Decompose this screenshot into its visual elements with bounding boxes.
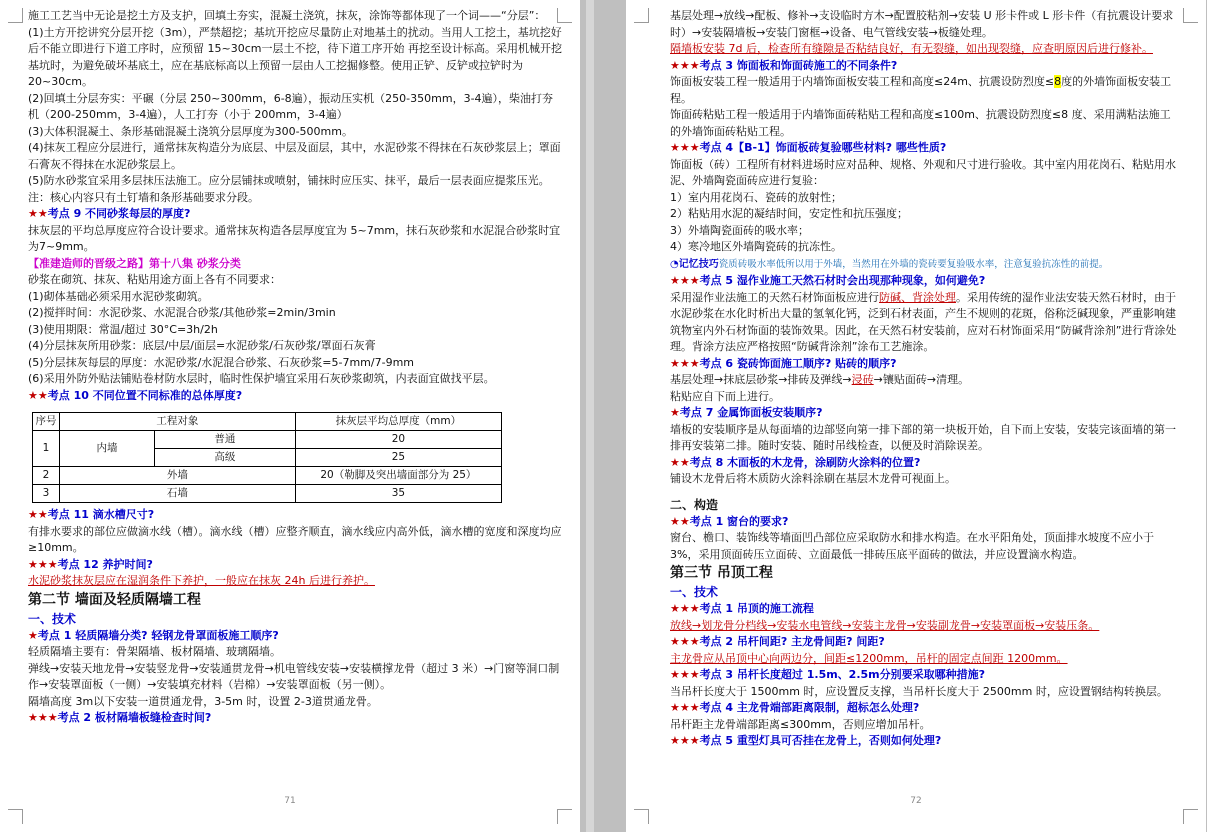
table-header: 工程对象 xyxy=(60,413,296,431)
key-point-heading: ★★★考点 5 湿作业施工天然石材时会出现那种现象，如何避免? xyxy=(670,274,986,287)
thickness-table xyxy=(32,412,502,503)
table-cell: 内墙 xyxy=(60,431,155,467)
key-point-heading: ★★★考点 5 重型灯具可否挂在龙骨上，否则如何处理? xyxy=(670,734,942,747)
list-item: (3)使用期限：常温/超过 30°C=3h/2h xyxy=(28,322,218,336)
paragraph: 采用湿作业法施工的天然石材饰面板应进行防碱、背涂处理。采用传统的湿作业法安装天然石材时，由于水泥砂浆在水化时析出大量的氢氧化钙，泛到石材表面，产生不规则的花斑，俗称泛碱现象，严重影响建筑物室内外石材饰面的装饰效果。因此，在天然石材安装前，应对石材饰面采用“防碱背涂剂”进行背涂处理。背涂方法应严格按照“防碱背涂剂”涂布工艺施涂。 xyxy=(670,290,1177,353)
paragraph: 弹线→安装天地龙骨→安装竖龙骨→安装通贯龙骨→机电管线安装→安装横撑龙骨（超过 3 米）→门窗等洞口制作→安装罩面板（一侧）→安装填充材料（岩棉）→安装罩面板（另一侧）。 xyxy=(28,661,560,691)
scrollbar[interactable] xyxy=(586,0,594,832)
star-icon: ★★★ xyxy=(670,635,700,648)
star-icon: ★★★ xyxy=(670,602,700,615)
star-icon: ★★ xyxy=(28,388,48,402)
emphasis-text: 主龙骨应从吊顶中心向两边分，间距≤1200mm，吊杆的固定点间距 1200mm。 xyxy=(670,651,1068,665)
key-point-heading: ★★★考点 4 主龙骨端部距离限制，超标怎么处理? xyxy=(670,701,920,714)
paragraph: 饰面板（砖）工程所有材料进场时应对品种、规格、外观和尺寸进行验收。其中室内用花岗石、粘贴用水泥、外墙陶瓷面砖应进行复验： xyxy=(670,157,1176,187)
table-row xyxy=(33,467,502,485)
subsection-title: 一、技术 xyxy=(670,585,719,599)
paragraph: 粘贴应自下而上进行。 xyxy=(670,389,780,403)
section-title: 第三节 吊顶工程 xyxy=(670,565,773,581)
key-point-heading: ★★★考点 3 饰面板和饰面砖施工的不同条件? xyxy=(670,58,898,72)
list-item: 2）粘贴用水泥的凝结时间，安定性和抗压强度； xyxy=(670,207,908,220)
star-icon: ★★ xyxy=(670,455,690,469)
star-icon: ★★ xyxy=(670,514,690,528)
paragraph: 基层处理→放线→配板、修补→支设临时方木→配置胶粘剂→安装 U 形卡件或 L 形卡件（有抗震设计要求时）→安装隔墙板→安装门窗框→设备、电气管线安装→板缝处理。 xyxy=(670,9,1174,39)
key-point-heading: ★★考点 1 窗台的要求? xyxy=(670,514,789,528)
star-icon: ★★★ xyxy=(28,711,58,724)
paragraph: 有排水要求的部位应做滴水线（槽）。滴水线（槽）应整齐顺直，滴水线应内高外低，滴水槽的宽度和深度均应≥10mm。 xyxy=(28,524,562,554)
star-icon: ★★★ xyxy=(670,356,700,370)
key-point-heading: ★★★考点 3 吊杆长度超过 1.5m、2.5m分别要采取哪种措施? xyxy=(670,668,986,681)
paragraph: 窗台、檐口、装饰线等墙面凹凸部位应采取防水和排水构造。在水平阳角处，顶面排水坡度不应小于 3%，采用顶面砖压立面砖、立面最低一排砖压底平面砖的做法，并应设置滴水构造。 xyxy=(670,531,1154,561)
page-corner-mark xyxy=(634,8,649,23)
star-icon: ★ xyxy=(28,628,38,642)
star-icon: ★★★ xyxy=(670,141,700,154)
table-cell: 35 xyxy=(295,485,501,503)
key-point-heading: ★★考点 8 木面板的木龙骨，涂刷防火涂料的位置? xyxy=(670,455,921,469)
paragraph: (3)大体积混凝土、条形基础混凝土浇筑分层厚度为300-500mm。 xyxy=(28,124,353,138)
list-item: 3）外墙陶瓷面砖的吸水率； xyxy=(670,223,809,237)
page-content xyxy=(28,8,562,727)
key-point-heading: ★★★考点 4【B-1】饰面板砖复验哪些材料? 哪些性质? xyxy=(670,141,947,154)
document-page-71 xyxy=(0,0,580,832)
memory-tip: ◔记忆技巧瓷质砖吸水率低所以用于外墙，当然用在外墙的瓷砖要复验吸水率，注意复验抗冻性的前提。 xyxy=(670,258,1109,270)
page-corner-mark xyxy=(1183,809,1198,824)
table-cell: 外墙 xyxy=(60,467,296,485)
page-number: 71 xyxy=(284,796,296,806)
table-row xyxy=(33,485,502,503)
section-title: 第二节 墙面及轻质隔墙工程 xyxy=(28,591,201,608)
paragraph: 隔墙高度 3m以下安装一道贯通龙骨，3-5m 时，设置 2-3道贯通龙骨。 xyxy=(28,694,378,708)
table-header: 抹灰层平均总厚度（mm） xyxy=(295,413,501,431)
key-point-heading: ★★考点 10 不同位置不同标准的总体厚度? xyxy=(28,388,243,402)
key-point-heading: ★★★考点 6 瓷砖饰面施工顺序? 贴砖的顺序? xyxy=(670,356,897,370)
paragraph: (4)抹灰工程应分层进行，通常抹灰构造分为底层、中层及面层，其中，水泥砂浆不得抹在石灰砂浆层上；罩面石膏灰不得抹在水泥砂浆层上。 xyxy=(28,141,561,171)
table-cell: 石墙 xyxy=(60,485,296,503)
emphasis-text: 放线→划龙骨分档线→安装水电管线→安装主龙骨→安装副龙骨→安装罩面板→安装压条。 xyxy=(670,618,1100,632)
table-cell: 20（勒脚及突出墙面部分为 25） xyxy=(295,467,501,485)
paragraph: 饰面板安装工程一般适用于内墙饰面板安装工程和高度≤24m、抗震设防烈度≤8度的外墙饰面板安装工程。 xyxy=(670,75,1172,105)
page-number: 72 xyxy=(910,796,922,806)
table-cell: 高级 xyxy=(155,449,296,467)
page-content xyxy=(670,8,1180,750)
table-cell: 25 xyxy=(295,449,501,467)
star-icon: ★★★ xyxy=(28,557,58,571)
key-point-heading: ★★★考点 2 吊杆间距? 主龙骨间距? 间距? xyxy=(670,635,885,648)
list-item: (2)搅拌时间：水泥砂浆、水泥混合砂浆/其他砂浆=2min/3min xyxy=(28,306,336,319)
paragraph: 吊杆距主龙骨端部距离≤300mm，否则应增加吊杆。 xyxy=(670,717,931,731)
table-cell: 普通 xyxy=(155,431,296,449)
emphasis-text: 水泥砂浆抹灰层应在湿润条件下养护，一般应在抹灰 24h 后进行养护。 xyxy=(28,574,375,587)
note: 注：核心内容只有土钉墙和条形基础要求分段。 xyxy=(28,190,259,204)
list-item: (5)分层抹灰每层的厚度：水泥砂浆/水泥混合砂浆、石灰砂浆=5-7mm/7-9mm xyxy=(28,355,415,369)
key-point-heading: ★★★考点 12 养护时间? xyxy=(28,557,153,571)
key-point-heading: ★考点 1 轻质隔墙分类? 轻钢龙骨罩面板施工顺序? xyxy=(28,628,279,642)
key-point-heading: ★★考点 9 不同砂浆每层的厚度? xyxy=(28,207,191,220)
paragraph: 施工工艺当中无论是挖土方及支护，回填土夯实，混凝土浇筑，抹灰，涂饰等都体现了一个词——“分层”： xyxy=(28,9,546,22)
subsection-title: 二、构造 xyxy=(670,497,719,512)
star-icon: ★★★ xyxy=(670,274,700,287)
table-header-row xyxy=(33,413,502,431)
document-page-72 xyxy=(626,0,1206,832)
list-item: (6)采用外防外贴法铺贴卷材防水层时，临时性保护墙宜采用石灰砂浆砌筑，内表面宜做找平层。 xyxy=(28,372,495,385)
star-icon: ★★★ xyxy=(670,668,700,681)
table-cell: 3 xyxy=(33,485,60,503)
table-row xyxy=(33,431,502,449)
key-point-heading: ★★考点 11 滴水槽尺寸? xyxy=(28,508,155,521)
star-icon: ★★★ xyxy=(670,734,700,747)
paragraph: 轻质隔墙主要有：骨架隔墙、板材隔墙、玻璃隔墙。 xyxy=(28,645,281,658)
star-icon: ★★ xyxy=(28,207,48,220)
page-corner-mark xyxy=(557,809,572,824)
paragraph: 铺设木龙骨后将木质防火涂料涂刷在基层木龙骨可视面上。 xyxy=(670,472,956,485)
paragraph: 当吊杆长度大于 1500mm 时，应设置反支撑，当吊杆长度大于 2500mm 时，应设置钢结构转换层。 xyxy=(670,684,1168,698)
lightbulb-icon: ◔ xyxy=(670,258,679,270)
star-icon: ★★★ xyxy=(670,701,700,714)
table-cell: 2 xyxy=(33,467,60,485)
page-corner-mark xyxy=(1183,8,1198,23)
list-item: (4)分层抹灰所用砂浆：底层/中层/面层=水泥砂浆/石灰砂浆/罩面石灰膏 xyxy=(28,339,376,352)
key-point-heading: ★★★考点 2 板材隔墙板缝检查时间? xyxy=(28,711,212,724)
paragraph: 饰面砖粘贴工程一般适用于内墙饰面砖粘贴工程和高度≤100m、抗震设防烈度≤8 度、采用满粘法施工的外墙饰面砖粘贴工程。 xyxy=(670,108,1171,138)
paragraph: 墙板的安装顺序是从每面墙的边部竖向第一排下部的第一块板开始，自下而上安装，安装完该面墙的第一排再安装第二排。随时安装、随时吊线检查，以便及时消除误差。 xyxy=(670,422,1176,452)
table-header: 序号 xyxy=(33,413,60,431)
promo-heading: 【准建造师的晋级之路】第十八集 砂浆分类 xyxy=(28,256,241,270)
page-corner-mark xyxy=(8,8,23,23)
list-item: 1）室内用花岗石、瓷砖的放射性； xyxy=(670,190,842,204)
list-item: 4）寒冷地区外墙陶瓷砖的抗冻性。 xyxy=(670,240,842,253)
star-icon: ★★★ xyxy=(670,58,700,72)
key-point-heading: ★考点 7 金属饰面板安装顺序? xyxy=(670,406,823,419)
star-icon: ★★ xyxy=(28,508,48,521)
page-corner-mark xyxy=(634,809,649,824)
list-item: (1)砌体基础必须采用水泥砂浆砌筑。 xyxy=(28,289,209,303)
paragraph: 抹灰层的平均总厚度应符合设计要求。通常抹灰构造各层厚度宜为 5~7mm，抹石灰砂浆和水泥混合砂浆时宜为7~9mm。 xyxy=(28,223,561,253)
subsection-title: 一、技术 xyxy=(28,611,77,626)
star-icon: ★ xyxy=(670,406,680,419)
page-corner-mark xyxy=(8,809,23,824)
table-cell: 1 xyxy=(33,431,60,467)
table-cell: 20 xyxy=(295,431,501,449)
paragraph: (5)防水砂浆宜采用多层抹压法施工。应分层铺抹或喷射，铺抹时应压实、抹平，最后一层表面应提浆压光。 xyxy=(28,174,550,187)
paragraph: (2)回填土分层夯实：平碾（分层 250~300mm，6-8遍），振动压实机（250-350mm，3-4遍），柴油打夯机（200-250mm，3-4遍），人工打夯（小于 200mm，3-4遍） xyxy=(28,91,554,121)
paragraph: 基层处理→抹底层砂浆→排砖及弹线→浸砖→镶贴面砖→清理。 xyxy=(670,373,970,386)
emphasis-text: 隔墙板安装 7d 后，检查所有缝隙是否粘结良好，有无裂缝，如出现裂缝，应查明原因后进行修补。 xyxy=(670,42,1153,55)
key-point-heading: ★★★考点 1 吊顶的施工流程 xyxy=(670,602,814,615)
paragraph: 砂浆在砌筑、抹灰、粘贴用途方面上各有不同要求： xyxy=(28,273,281,286)
paragraph: (1)土方开挖讲究分层开挖（3m），严禁超挖；基坑开挖应尽量防止对地基土的扰动。当用人工挖土，基坑挖好后不能立即进行下道工序时，应预留 15~30cm一层土不挖，待下道工序开始 再挖至设计标高。采用机械开挖基坑时，为避免破坏基底土，应在基底标高以上预留一层由人工挖掘修整。使用正铲、反铲或拉铲时为 20~30cm。 xyxy=(28,25,562,88)
highlighted-text: 8 xyxy=(1054,75,1062,88)
